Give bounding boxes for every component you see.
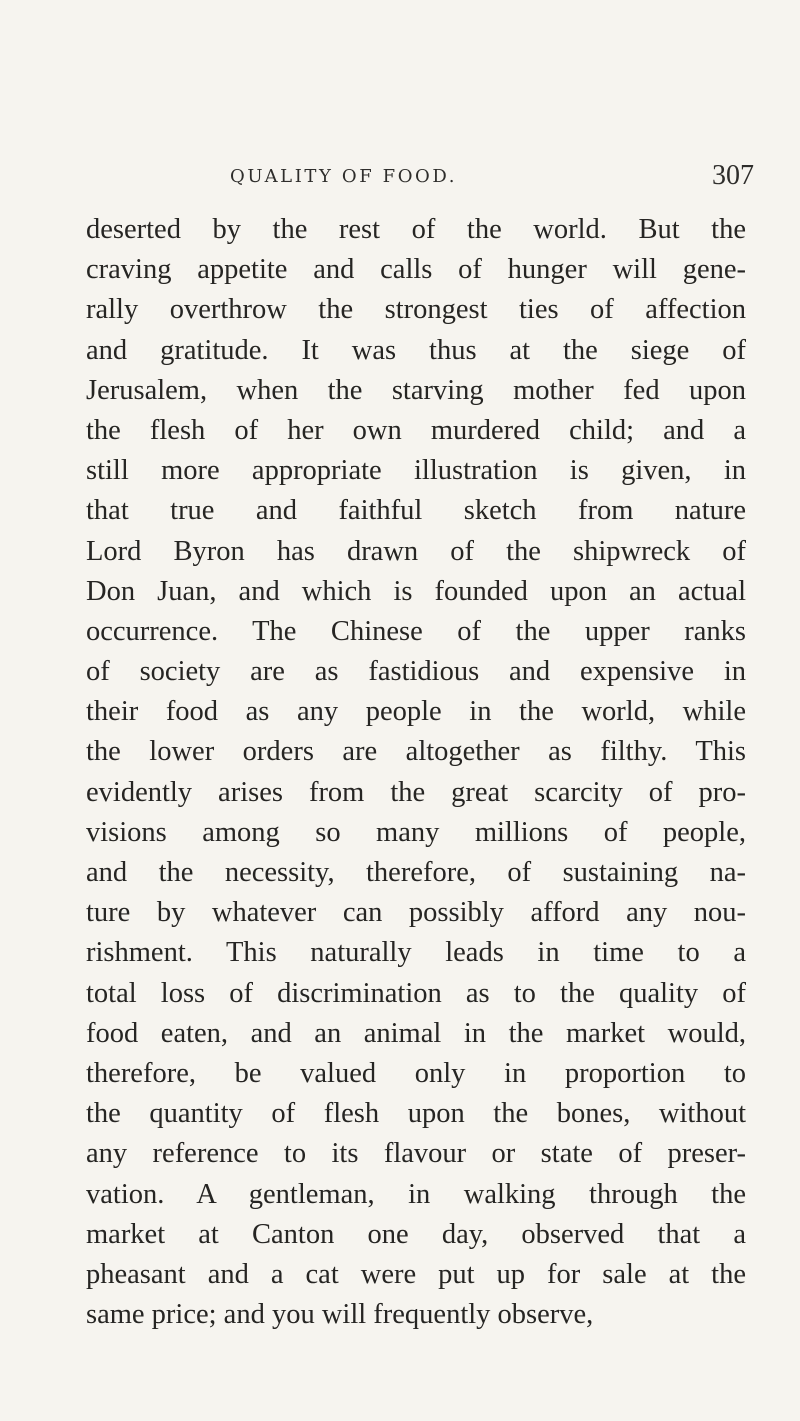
text-line: Lord Byron has drawn of the shipwreck of <box>86 535 746 567</box>
text-line: Jerusalem, when the starving mother fed upon <box>86 374 746 406</box>
text-line: rally overthrow the strongest ties of affection <box>86 294 746 326</box>
text-line: craving appetite and calls of hunger will gene- <box>86 254 746 286</box>
text-line: the lower orders are altogether as filthy. This <box>86 736 746 768</box>
text-line: and gratitude. It was thus at the siege of <box>86 334 746 366</box>
text-line: visions among so many millions of people, <box>86 816 746 848</box>
text-line: occurrence. The Chinese of the upper ranks <box>86 615 746 647</box>
text-line: ture by whatever can possibly afford any nou- <box>86 897 746 929</box>
text-line: still more appropriate illustration is given, in <box>86 455 746 487</box>
text-line: their food as any people in the world, while <box>86 696 746 728</box>
running-title: QUALITY OF FOOD. <box>230 166 458 187</box>
text-line: total loss of discrimination as to the quality of <box>86 977 746 1009</box>
body-text <box>86 210 746 1335</box>
text-line: pheasant and a cat were put up for sale at the <box>86 1258 746 1290</box>
text-line: market at Canton one day, observed that a <box>86 1218 746 1250</box>
text-line: the flesh of her own murdered child; and a <box>86 414 746 446</box>
text-line: Don Juan, and which is founded upon an actual <box>86 575 746 607</box>
text-line: vation. A gentleman, in walking through the <box>86 1178 746 1210</box>
text-line: of society are as fastidious and expensive in <box>86 656 746 688</box>
text-line: that true and faithful sketch from nature <box>86 495 746 527</box>
text-line: deserted by the rest of the world. But the <box>86 214 746 245</box>
text-line: food eaten, and an animal in the market would, <box>86 1017 746 1049</box>
text-line: same price; and you will frequently observe, <box>86 1299 594 1331</box>
text-line: and the necessity, therefore, of sustaining na- <box>86 857 746 888</box>
text-line: evidently arises from the great scarcity of pro- <box>86 776 746 808</box>
text-line: therefore, be valued only in proportion to <box>86 1057 746 1089</box>
text-line: the quantity of flesh upon the bones, without <box>86 1098 746 1130</box>
page-number: 307 <box>712 160 754 191</box>
text-line: rishment. This naturally leads in time to a <box>86 937 746 969</box>
text-line: any reference to its flavour or state of preser- <box>86 1138 746 1170</box>
